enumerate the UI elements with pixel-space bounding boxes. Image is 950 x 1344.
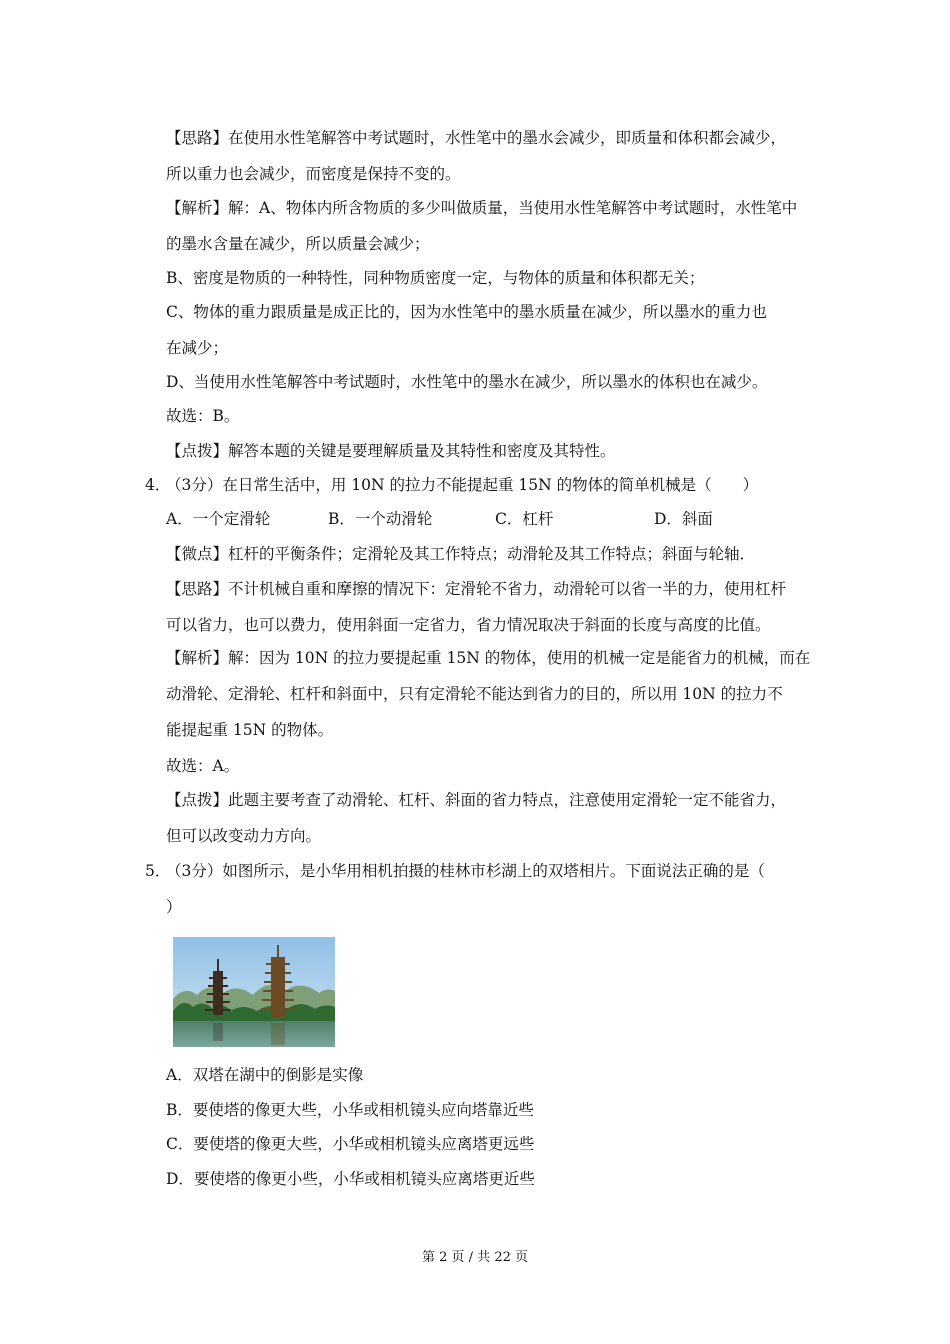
q4-dianbo-line-1: 【点拨】此题主要考查了动滑轮、杠杆、斜面的省力特点，注意使用定滑轮一定不能省力，: [166, 791, 787, 809]
q4-weidian: 【微点】杠杆的平衡条件；定滑轮及其工作特点；动滑轮及其工作特点；斜面与轮轴．: [166, 545, 756, 563]
q3-answer: 故选：B。: [166, 407, 240, 425]
q3-jiexi-d: D、当使用水性笔解答中考试题时，水性笔中的墨水在减少，所以墨水的体积也在减少。: [166, 373, 768, 391]
q4-jiexi-line-1: 【解析】解：因为 10N 的拉力要提起重 15N 的物体，使用的机械一定是能省力的机械，而在: [166, 649, 811, 667]
q4-silu-line-1: 【思路】不计机械自重和摩擦的情况下：定滑轮不省力，动滑轮可以省一半的力，使用杠杆: [166, 580, 787, 598]
q4-option-b: B．一个动滑轮: [328, 510, 433, 528]
q3-jiexi-b: B、密度是物质的一种特性，同种物质密度一定，与物体的质量和体积都无关；: [166, 269, 705, 287]
twin-pagodas-photo: [173, 937, 335, 1047]
q4-answer: 故选：A。: [166, 757, 240, 775]
q4-dianbo-line-2: 但可以改变动力方向。: [166, 827, 322, 845]
q5-option-a: A．双塔在湖中的倒影是实像: [166, 1066, 364, 1084]
q3-silu-line-1: 【思路】在使用水性笔解答中考试题时，水性笔中的墨水会减少，即质量和体积都会减少，: [166, 129, 787, 147]
q4-number: 4．: [145, 476, 171, 494]
q4-option-c: C．杠杆: [495, 510, 554, 528]
q3-jiexi-c-line-1: C、物体的重力跟质量是成正比的，因为水性笔中的墨水质量在减少，所以墨水的重力也: [166, 303, 767, 321]
q5-option-c: C．要使塔的像更大些，小华或相机镜头应离塔更远些: [166, 1135, 535, 1153]
q3-dianbo: 【点拨】解答本题的关键是要理解质量及其特性和密度及其特性。: [166, 442, 616, 460]
q5-option-b: B．要使塔的像更大些，小华或相机镜头应向塔靠近些: [166, 1101, 534, 1119]
q4-stem: （3分）在日常生活中，用 10N 的拉力不能提起重 15N 的物体的简单机械是（ ）: [166, 476, 759, 494]
q3-jiexi-line-2: 的墨水含量在减少，所以质量会减少；: [166, 235, 430, 253]
q3-jiexi-line-1: 【解析】解：A、物体内所含物质的多少叫做质量，当使用水性笔解答中考试题时，水性笔中: [166, 199, 798, 217]
q5-stem-line-2: ）: [166, 898, 182, 916]
q4-option-a: A．一个定滑轮: [166, 510, 271, 528]
page-footer: 第 2 页 / 共 22 页: [422, 1250, 528, 1265]
q4-option-d: D．斜面: [654, 510, 713, 528]
q4-silu-line-2: 可以省力，也可以费力，使用斜面一定省力，省力情况取决于斜面的长度与高度的比值。: [166, 616, 771, 634]
q5-option-d: D．要使塔的像更小些，小华或相机镜头应离塔更近些: [166, 1170, 535, 1188]
q4-jiexi-line-3: 能提起重 15N 的物体。: [166, 721, 334, 739]
q3-silu-line-2: 所以重力也会减少，而密度是保持不变的。: [166, 165, 461, 183]
q5-number: 5．: [145, 862, 171, 880]
q3-jiexi-c-line-2: 在减少；: [166, 339, 229, 357]
q5-stem-line-1: （3分）如图所示，是小华用相机拍摄的桂林市杉湖上的双塔相片。下面说法正确的是（: [166, 862, 765, 880]
q4-jiexi-line-2: 动滑轮、定滑轮、杠杆和斜面中，只有定滑轮不能达到省力的目的，所以用 10N 的拉力不: [166, 685, 783, 703]
